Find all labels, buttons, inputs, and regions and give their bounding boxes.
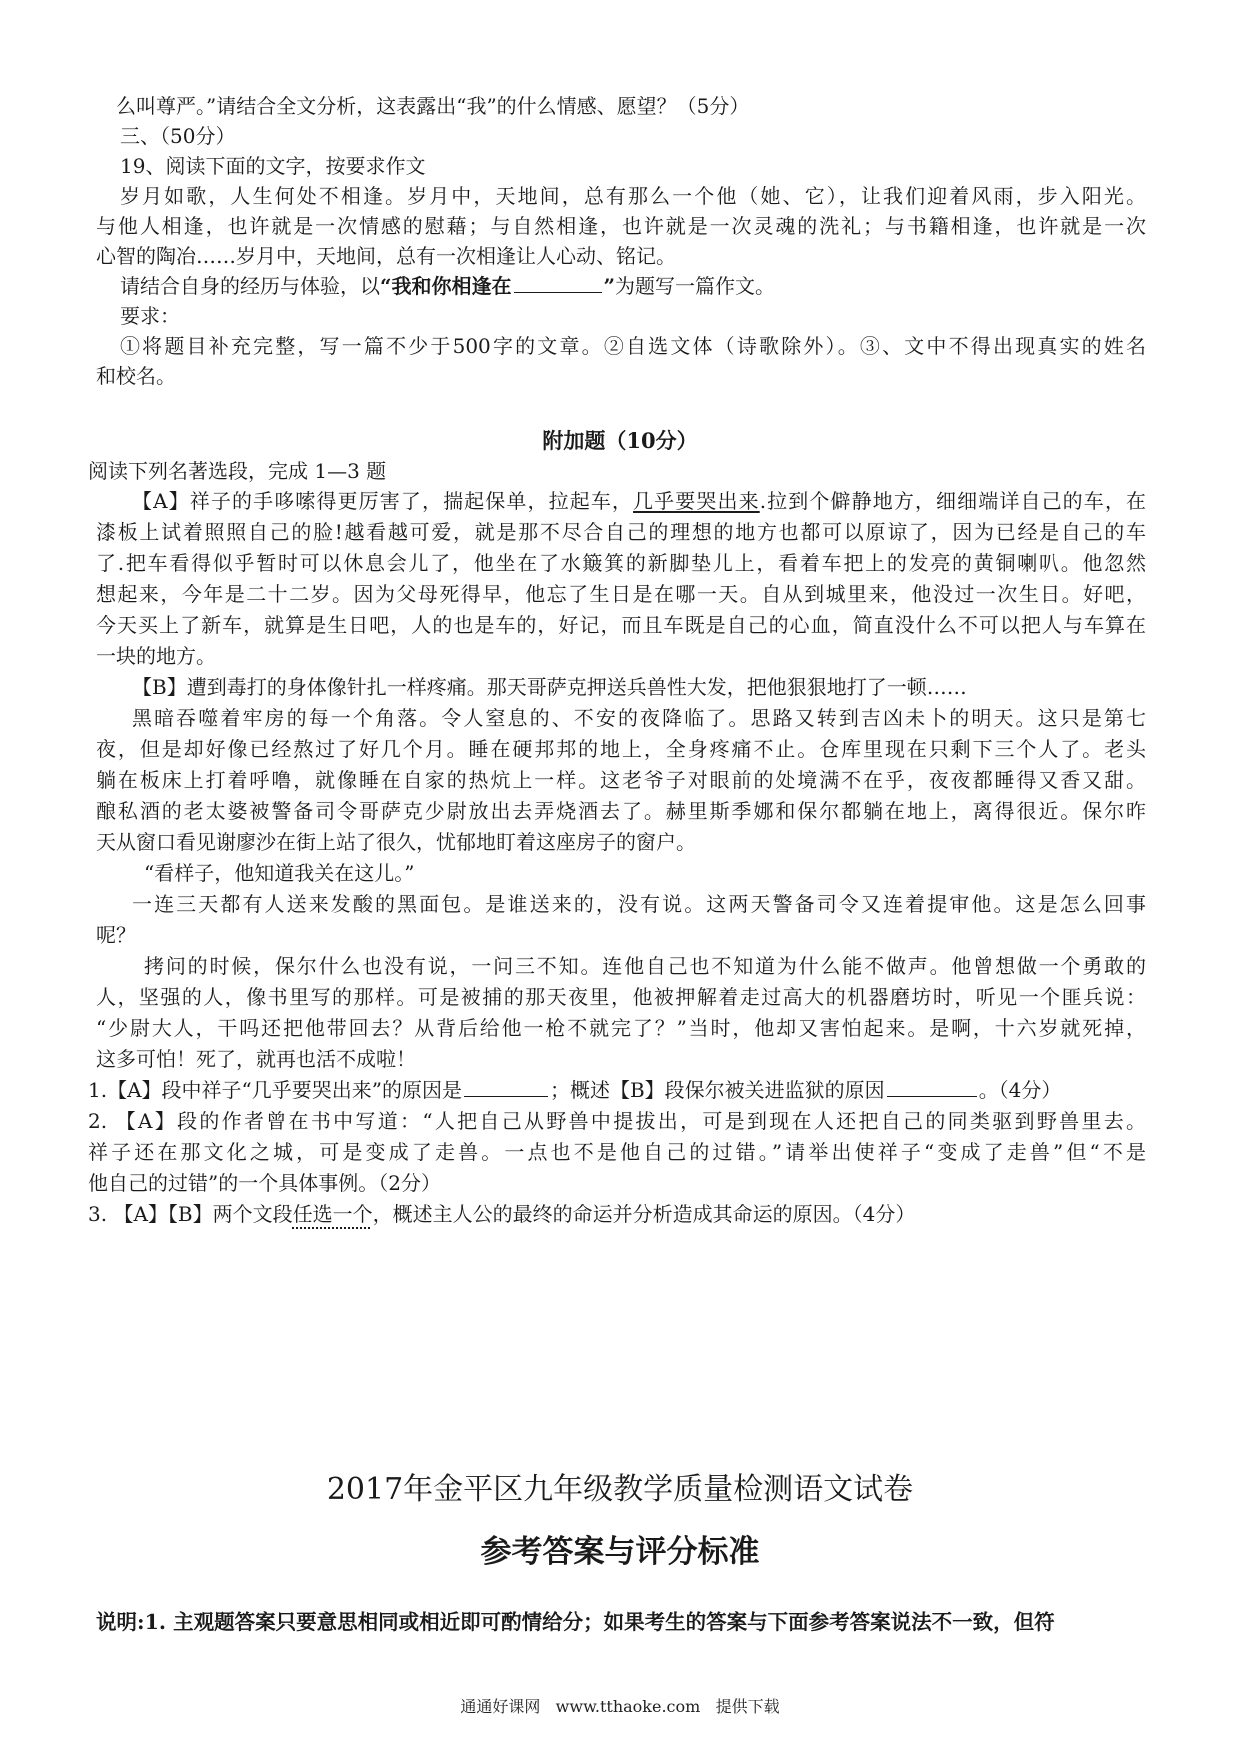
text-span: 3. 【A】【B】两个文段 <box>88 1202 293 1226</box>
question-2: 2. 【A】段的作者曾在书中写道：“人把自己从野兽中提拔出，可是到现在人还把自己的同类驱到野兽里去。 <box>88 1109 1146 1133</box>
prompt-line: 心智的陶冶……岁月中，天地间，总有一次相逢让人心动、铭记。 <box>96 244 676 268</box>
requirements-line: ①将题目补充完整，写一篇不少于500字的文章。②自选文体（诗歌除外）。③、文中不得出现真实的姓名 <box>120 334 1146 358</box>
appendix-title: 附加题（10分） <box>542 428 698 453</box>
passage-a-line <box>132 487 1146 515</box>
passage-b-line: 这多可怕！死了，就再也活不成啦！ <box>96 1047 416 1071</box>
underlined-phrase: 几乎要哭出来 <box>633 489 760 513</box>
essay-title: “我和你相逢在 <box>380 274 512 298</box>
passage-b-line: 天从窗口看见谢廖沙在街上站了很久，忧郁地盯着这座房子的窗户。 <box>96 830 696 854</box>
passage-b-line: 呢？ <box>96 923 136 947</box>
passage-b-line: 黑暗吞噬着牢房的每一个角落。令人窒息的、不安的夜降临了。思路又转到吉凶未卜的明天。这只是第七 <box>132 706 1146 730</box>
prompt-line: 与他人相逢，也许就是一次情感的慰藉；与自然相逢，也许就是一次灵魂的洗礼；与书籍相逢，也许就是一次 <box>96 214 1146 238</box>
answer-key-subtitle: 参考答案与评分标准 <box>480 1534 760 1570</box>
answer-key-note: 说明:1. 主观题答案只要意思相同或相近即可酌情给分；如果考生的答案与下面参考答案说法不一致，但符 <box>96 1610 1055 1634</box>
text-span: ，概述主人公的最终的命运并分析造成其命运的原因。（4分） <box>372 1202 916 1226</box>
passage-b-line: 夜，但是却好像已经熬过了好几个月。睡在硬邦邦的地上，全身疼痛不止。仓库里现在只剩下三个人了。老头 <box>96 737 1146 761</box>
question-heading: 19、阅读下面的文字，按要求作文 <box>120 154 426 178</box>
question-2: 他自己的过错”的一个具体事例。（2分） <box>88 1171 441 1195</box>
fill-blank <box>887 1076 977 1097</box>
question-2: 祥子还在那文化之城，可是变成了走兽。一点也不是他自己的过错。”请举出使祥子“变成了走兽”但“不是 <box>88 1140 1146 1164</box>
requirements-label: 要求： <box>120 304 180 328</box>
answer-key-title: 2017年金平区九年级教学质量检测语文试卷 <box>326 1472 914 1507</box>
passage-b-quote: “看样子，他知道我关在这儿。” <box>144 861 415 885</box>
section-heading: 三、（50分） <box>120 124 236 148</box>
text-span: 。（4分） <box>978 1078 1062 1102</box>
passage-a-line: 了.把车看得似乎暂时可以休息会儿了，他坐在了水簸箕的新脚垫儿上，看着车把上的发亮的黄铜喇叭。他忽然 <box>96 551 1146 575</box>
fill-blank <box>464 1076 548 1097</box>
passage-b-line: “少尉大人，干吗还把他带回去？从背后给他一枪不就完了？”当时，他却又害怕起来。是啊，十六岁就死掉， <box>96 1016 1146 1040</box>
appendix-intro: 阅读下列名著选段，完成 1—3 题 <box>88 459 387 483</box>
passage-a-line: 一块的地方。 <box>96 644 216 668</box>
passage-a-line: 想起来，今年是二十二岁。因为父母死得早，他忘了生日是在哪一天。自从到城里来，他没过一次生日。好吧， <box>96 582 1146 606</box>
passage-a-line: 漆板上试着照照自己的脸!越看越可爱，就是那不尽合自己的理想的地方也都可以原谅了，因为已经是自己的车 <box>96 520 1146 544</box>
passage-b-line: 人，坚强的人，像书里写的那样。可是被捕的那天夜里，他被押解着走过高大的机器磨坊时，听见一个匪兵说： <box>96 985 1146 1009</box>
question-1 <box>88 1076 1138 1104</box>
essay-title-line <box>120 272 1170 300</box>
text-span: ；概述【B】段保尔被关进监狱的原因 <box>549 1078 885 1102</box>
passage-b-line: 躺在板床上打着呼噜，就像睡在自家的热炕上一样。这老爷子对眼前的处境满不在乎，夜夜都睡得又香又甜。 <box>96 768 1146 792</box>
prompt-line: 岁月如歌，人生何处不相逢。岁月中，天地间，总有那么一个他（她、它），让我们迎着风雨，步入阳光。 <box>120 184 1146 208</box>
question-3 <box>88 1200 1138 1228</box>
passage-a-line: 今天买上了新车，就算是生日吧，人的也是车的，好记，而且车既是自己的心血，简直没什么不可以把人与车算在 <box>96 613 1146 637</box>
passage-b-line: 一连三天都有人送来发酸的黑面包。是谁送来的，没有说。这两天警备司令又连着提审他。这是怎么回事 <box>132 892 1146 916</box>
emphasis-phrase: 任选一个 <box>292 1202 373 1226</box>
text-span: 1.【A】段中祥子“几乎要哭出来”的原因是 <box>88 1078 462 1102</box>
passage-b-line: 【B】遭到毒打的身体像针扎一样疼痛。那天哥萨克押送兵兽性大发，把他狠狠地打了一顿…… <box>132 675 967 699</box>
essay-title-end: ” <box>603 274 616 298</box>
passage-b-line: 拷问的时候，保尔什么也没有说，一问三不知。连他自己也不知道为什么能不做声。他曾想做一个勇敢的 <box>144 954 1146 978</box>
text-span: 【A】祥子的手哆嗦得更厉害了，揣起保单，拉起车， <box>132 489 634 513</box>
fill-blank <box>514 272 602 293</box>
text-line: 么叫尊严。”请结合全文分析，这表露出“我”的什么情感、愿望？（5分） <box>116 94 750 118</box>
text-span: .拉到个僻静地方，细细端详自己的车，在 <box>759 489 1147 513</box>
text-span: 请结合自身的经历与体验，以 <box>120 274 380 298</box>
requirements-line: 和校名。 <box>96 364 176 388</box>
footer-credit: 通通好课网 www.tthaoke.com 提供下载 <box>460 1697 780 1716</box>
passage-b-line: 酿私酒的老太婆被警备司令哥萨克少尉放出去弄烧酒去了。赫里斯季娜和保尔都躺在地上，离得很近。保尔昨 <box>96 799 1146 823</box>
text-span: 为题写一篇作文。 <box>615 274 776 298</box>
